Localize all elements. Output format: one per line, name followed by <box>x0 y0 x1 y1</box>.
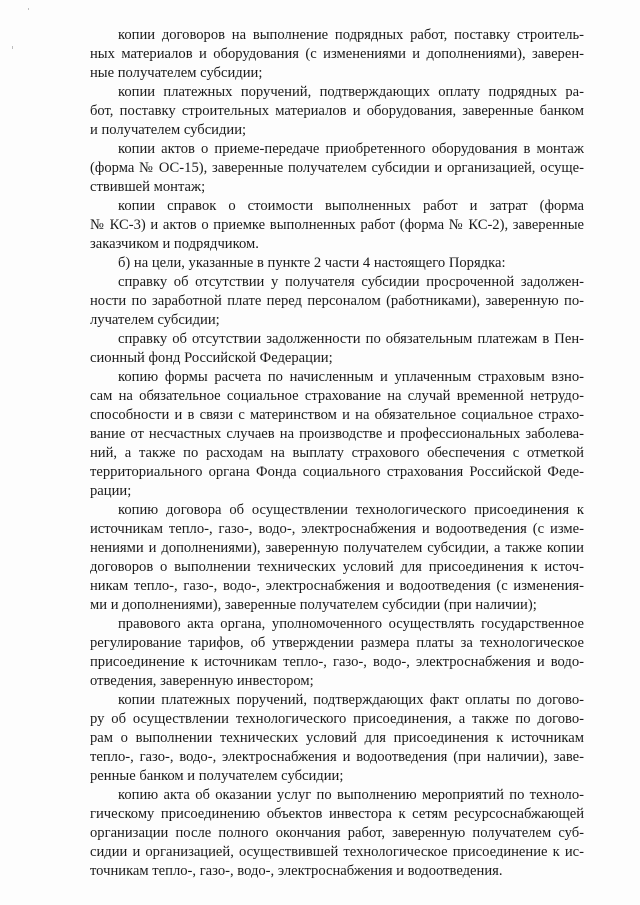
text-line: вание от несчастных случаев на производстве и профессиональных заболева- <box>90 426 584 442</box>
text-line: ру об осуществлении технологического присоединения, а также по догово- <box>90 711 584 727</box>
text-line: копии договоров на выполнение подрядных работ, поставку строитель- <box>118 27 584 43</box>
text-line: гическому присоединению объектов инвестора к сетям ресурсоснабжающей <box>90 806 584 822</box>
text-line: копии актов о приеме-передаче приобретенного оборудования в монтаж <box>118 141 584 157</box>
text-line: лучателем субсидии; <box>90 312 220 328</box>
text-line: копии платежных поручений, подтверждающих факт оплаты по догово- <box>118 692 584 708</box>
text-line: тепло-, газо-, водо-, электроснабжения и водоотведения (при наличии), заве- <box>90 749 584 765</box>
text-line: никам тепло-, газо-, водо-, электроснабжения и водоотведения (с изменения- <box>90 578 584 594</box>
text-line: договоров о выполнении технических условий для присоединения к источ- <box>90 559 584 575</box>
text-line: отведения, заверенную инвестором; <box>90 673 314 689</box>
text-line: регулирование тарифов, об утверждении размера платы за технологическое <box>90 635 584 651</box>
scan-speck <box>28 8 29 10</box>
text-line: копию договора об осуществлении технологического присоединения к <box>118 502 584 518</box>
scan-speck <box>12 46 13 49</box>
text-line: рам о выполнении технических условий для присоединения к источникам <box>90 730 584 746</box>
text-line: ные получателем субсидии; <box>90 65 263 81</box>
text-line: организации после полного окончания работ, заверенную получателем суб- <box>90 825 584 841</box>
text-line: способности и в связи с материнством и на обязательное социальное страхо- <box>90 407 584 423</box>
text-line: копии справок о стоимости выполненных работ и затрат (форма <box>118 198 584 214</box>
text-line: ний, а также по расходам на выплату страхового обеспечения с отметкой <box>90 445 584 461</box>
text-line: справку об отсутствии у получателя субсидии просроченной задолжен- <box>118 274 584 290</box>
text-line: ных материалов и оборудования (с изменениями и дополнениями), заверен- <box>90 46 584 62</box>
text-line: б) на цели, указанные в пункте 2 части 4 настоящего Порядка: <box>118 255 506 271</box>
text-line: присоединение к источникам тепло-, газо-, водо-, электроснабжения и водо- <box>90 654 584 670</box>
text-line: сам на обязательное социальное страхование на случай временной нетрудо- <box>90 388 584 404</box>
text-line: копию формы расчета по начисленным и уплаченным страховым взно- <box>118 369 584 385</box>
text-line: нениями и дополнениями), заверенную получателем субсидии, а также копии <box>90 540 584 556</box>
text-line: № КС-3) и актов о приемке выполненных работ (форма № КС-2), заверенные <box>90 217 584 233</box>
text-line: источникам тепло-, газо-, водо-, электроснабжения и водоотведения (с изме- <box>90 521 584 537</box>
text-line: правового акта органа, уполномоченного осуществлять государственное <box>118 616 584 632</box>
text-line: точникам тепло-, газо-, водо-, электроснабжения и водоотведения. <box>90 863 503 879</box>
text-line: и получателем субсидии; <box>90 122 247 138</box>
text-line: копии платежных поручений, подтверждающих оплату подрядных ра- <box>118 84 584 100</box>
text-line: ствившей монтаж; <box>90 179 206 195</box>
text-line: ми и дополнениями), заверенные получателем субсидии (при наличии); <box>90 597 537 613</box>
text-line: справку об отсутствии задолженности по обязательным платежам в Пен- <box>118 331 584 347</box>
text-line: рации; <box>90 483 132 499</box>
text-line: сионный фонд Российской Федерации; <box>90 350 333 366</box>
text-line: (форма № ОС-15), заверенные получателем субсидии и организацией, осуще- <box>90 160 584 176</box>
text-line: заказчиком и подрядчиком. <box>90 236 259 252</box>
text-line: ности по заработной плате перед персоналом (работниками), заверенную по- <box>90 293 584 309</box>
text-line: сидии и организацией, осуществившей технологическое присоединение к ис- <box>90 844 584 860</box>
text-line: территориального органа Фонда социального страхования Российской Феде- <box>90 464 584 480</box>
text-line: бот, поставку строительных материалов и оборудования, заверенные банком <box>90 103 584 119</box>
text-line: копию акта об оказании услуг по выполнению мероприятий по техноло- <box>118 787 584 803</box>
text-line: ренные банком и получателем субсидии; <box>90 768 344 784</box>
